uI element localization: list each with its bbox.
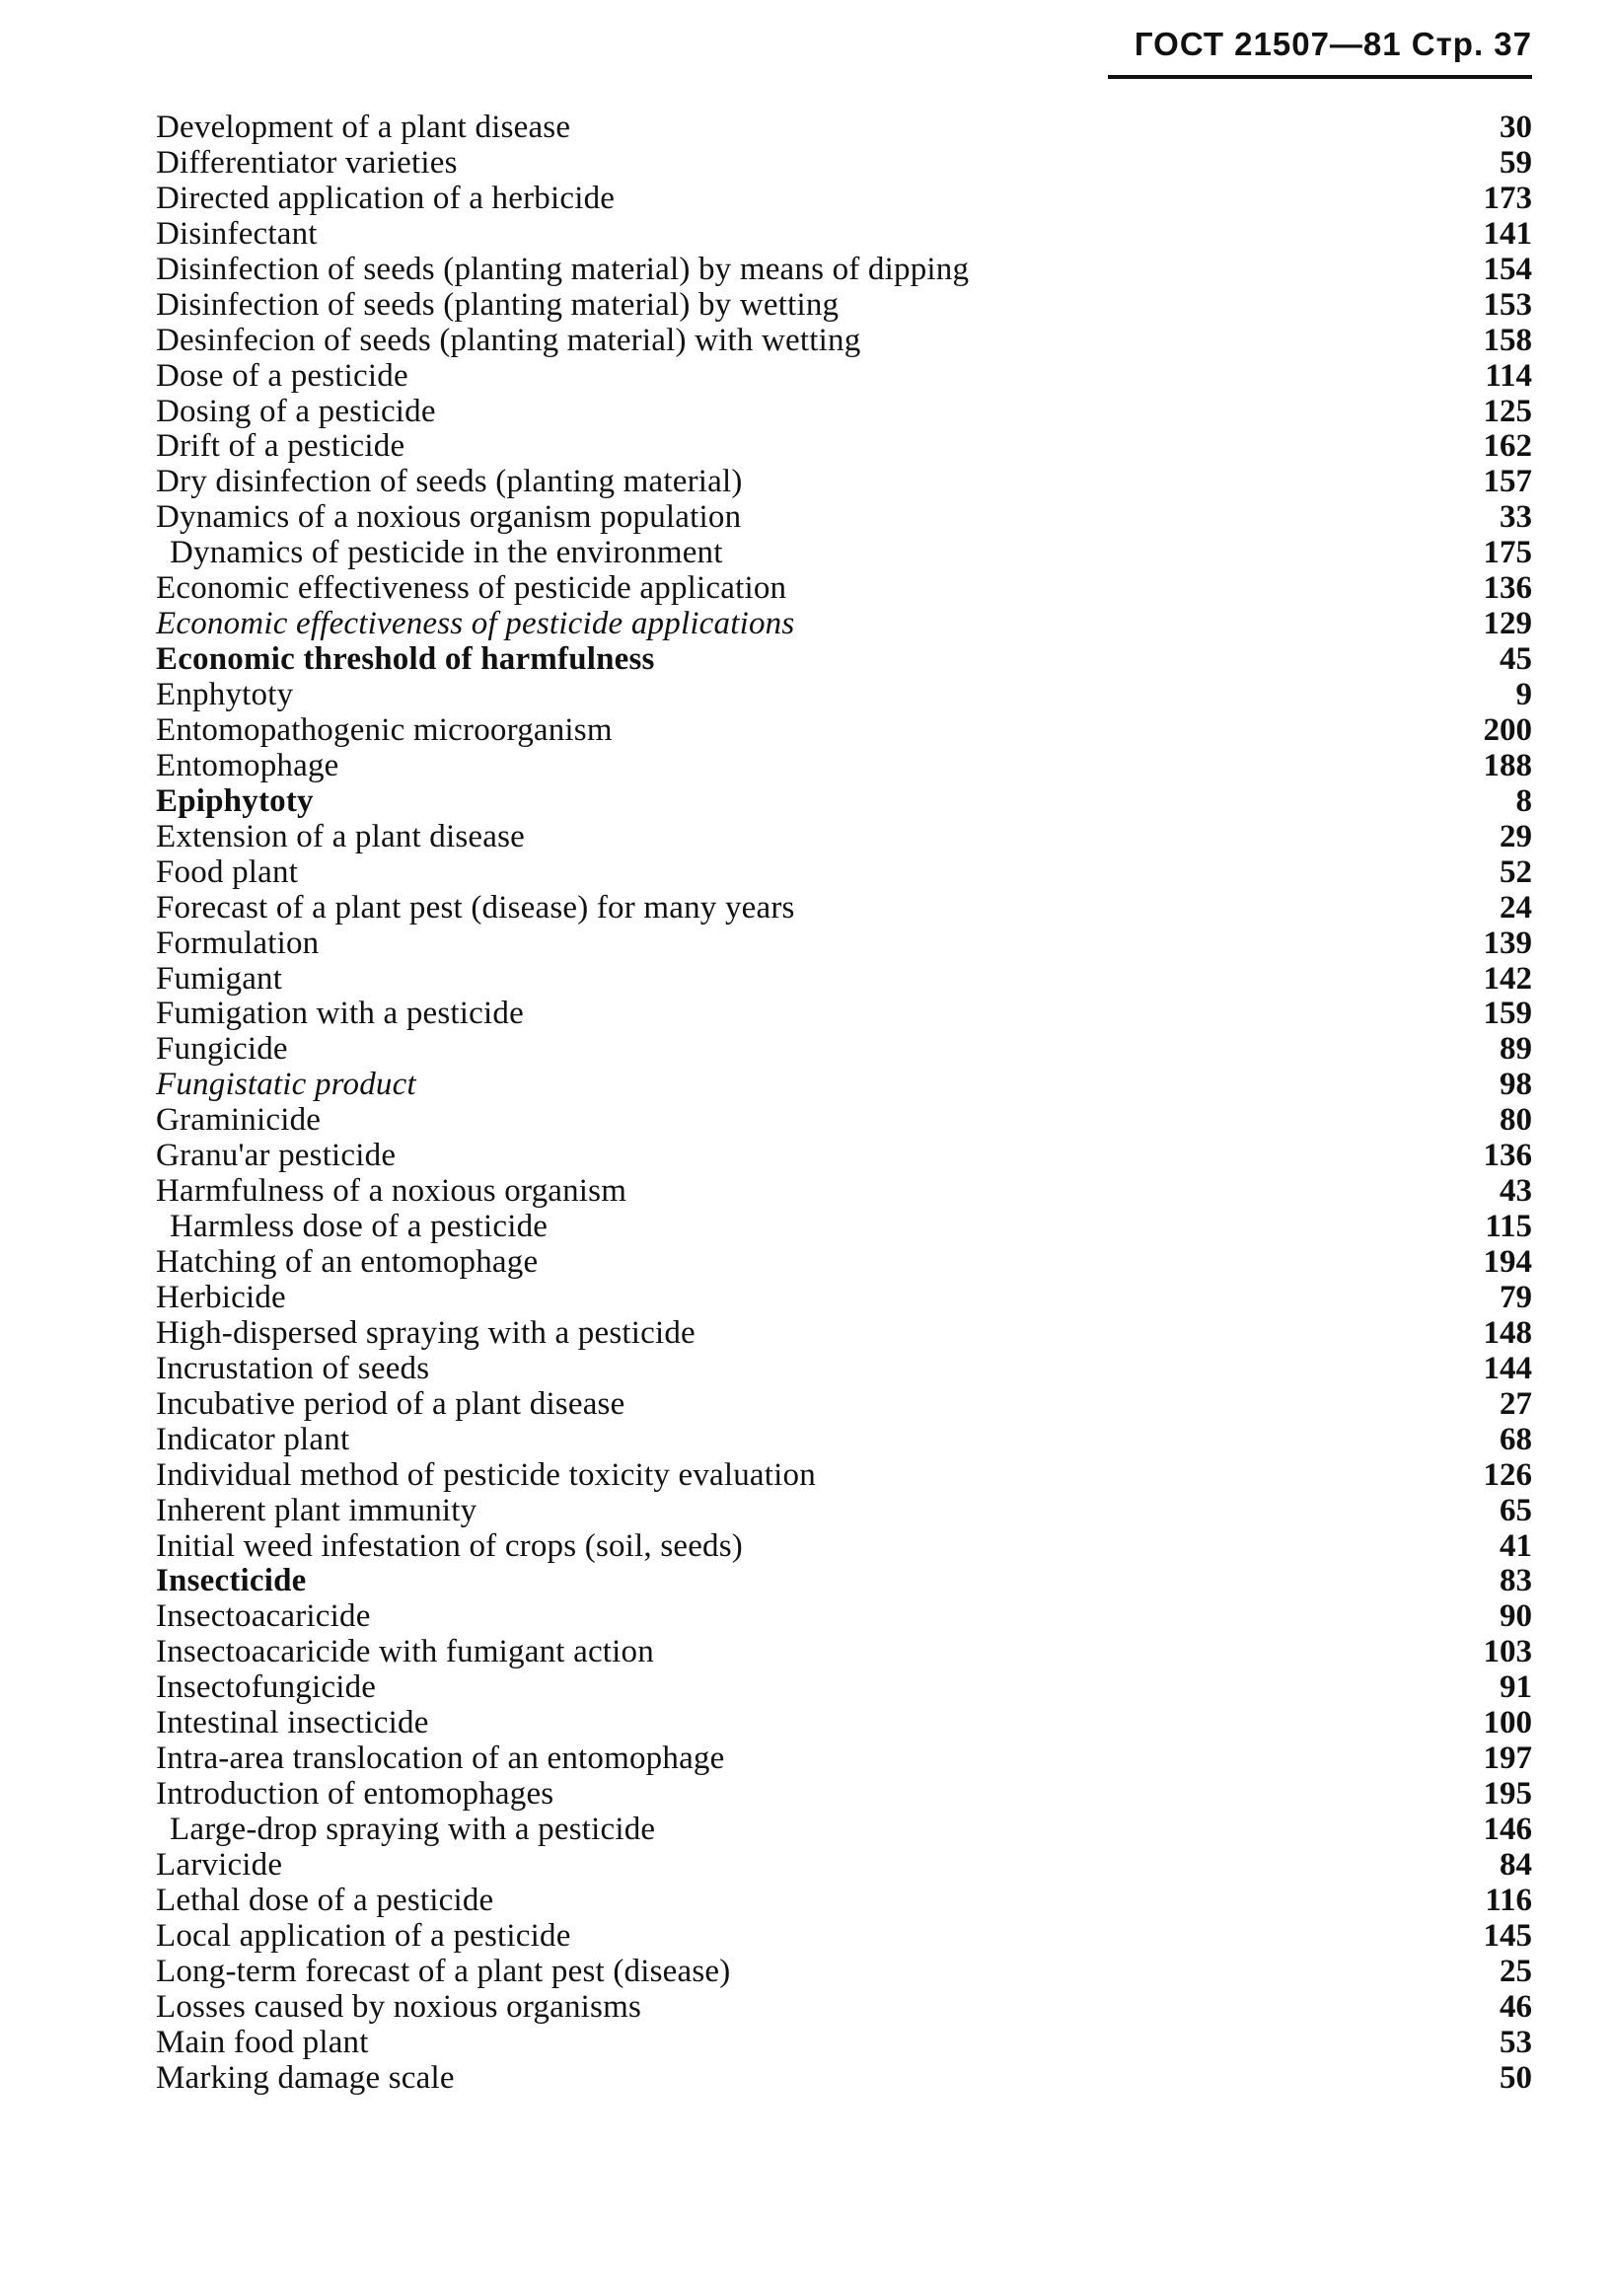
page-reference: 89: [1500, 1031, 1532, 1068]
index-term: Insectoacaricide: [156, 1598, 371, 1635]
page-reference: 126: [1483, 1456, 1532, 1493]
index-entry: [156, 820, 1532, 855]
page-reference: 159: [1483, 996, 1532, 1032]
page-reference: 8: [1515, 782, 1532, 819]
index-term: Large-drop spraying with a pesticide: [170, 1812, 656, 1847]
page-reference: 144: [1483, 1350, 1532, 1386]
page-reference: 27: [1500, 1385, 1532, 1422]
index-term: Introduction of entomophages: [156, 1776, 554, 1813]
index-entry: [156, 1741, 1532, 1777]
page-reference: 80: [1500, 1102, 1532, 1139]
index-term: Losses caused by noxious organisms: [156, 1988, 641, 2025]
index-entry: [156, 926, 1532, 962]
page-reference: 188: [1483, 747, 1532, 783]
page-reference: 200: [1483, 711, 1532, 748]
page-reference: 129: [1483, 606, 1532, 642]
index-entry: [156, 1032, 1532, 1068]
page-reference: 141: [1483, 215, 1532, 252]
index-term: Disinfection of seeds (planting material) by means of dipping: [156, 251, 970, 287]
index-entry: [156, 1352, 1532, 1387]
index-entry: [156, 1777, 1532, 1813]
index-term: Lethal dose of a pesticide: [156, 1882, 494, 1918]
index-entry: [156, 1919, 1532, 1955]
index-entry: [156, 1103, 1532, 1139]
index-entry: [156, 111, 1532, 146]
page-reference: 125: [1483, 393, 1532, 429]
page-reference: 103: [1483, 1634, 1532, 1670]
page-reference: 139: [1483, 925, 1532, 961]
index-term: Inherent plant immunity: [156, 1492, 477, 1528]
index-entry: [156, 2061, 1532, 2097]
page-reference: 79: [1500, 1279, 1532, 1315]
index-term: Economic threshold of harmfulness: [156, 641, 655, 678]
index-term: Graminicide: [156, 1102, 322, 1139]
index-entry: [156, 1529, 1532, 1565]
index-term: Extension of a plant disease: [156, 818, 525, 854]
page-reference: 100: [1483, 1705, 1532, 1741]
index-entry: [156, 1458, 1532, 1494]
index-entry: [156, 288, 1532, 324]
index-term: Insectofungicide: [156, 1669, 377, 1706]
index-term: Initial weed infestation of crops (soil, seeds): [156, 1527, 743, 1564]
index-entry: [156, 855, 1532, 891]
index-entry: [156, 429, 1532, 465]
index-entry: [156, 1599, 1532, 1635]
index-term: Hatching of an entomophage: [156, 1244, 539, 1280]
index-term: Dynamics of pesticide in the environment: [170, 535, 723, 571]
index-entry: [156, 465, 1532, 500]
index-entry: [156, 713, 1532, 749]
index-term: Larvicide: [156, 1846, 283, 1883]
index-term: Entomophage: [156, 747, 339, 783]
index-term: Forecast of a plant pest (disease) for many years: [156, 889, 795, 926]
page-reference: 158: [1483, 322, 1532, 358]
page-reference: 91: [1500, 1669, 1532, 1706]
index-entry: [156, 642, 1532, 678]
index-term: Incrustation of seeds: [156, 1350, 430, 1386]
page-reference: 148: [1483, 1314, 1532, 1351]
index-entry: [156, 1670, 1532, 1706]
index-term: Intestinal insecticide: [156, 1705, 429, 1741]
page-reference: 59: [1500, 144, 1532, 181]
index-entry: [156, 324, 1532, 359]
page-reference: 52: [1500, 853, 1532, 890]
index-entry: [156, 1955, 1532, 1990]
header-rule: [1108, 75, 1532, 79]
index-entry: [156, 891, 1532, 926]
index-term: Incubative period of a plant disease: [156, 1385, 625, 1422]
index-entry: [156, 1316, 1532, 1352]
page-reference: 68: [1500, 1421, 1532, 1457]
index-entry: [156, 1387, 1532, 1423]
index-entry: [156, 1813, 1532, 1848]
index-term: Fumigant: [156, 960, 283, 997]
index-term: Development of a plant disease: [156, 110, 571, 145]
page-reference: 175: [1483, 535, 1532, 571]
index-term: Desinfecion of seeds (planting material) with wetting: [156, 322, 861, 358]
index-term: Dynamics of a noxious organism population: [156, 499, 742, 536]
index-entry: [156, 962, 1532, 998]
page-number: Стр. 37: [1411, 26, 1532, 62]
index-entry: [156, 217, 1532, 253]
page-reference: 153: [1483, 286, 1532, 323]
page-reference: 136: [1483, 570, 1532, 607]
index-term: Marking damage scale: [156, 2059, 455, 2096]
page-reference: 145: [1483, 1917, 1532, 1954]
index-entry: [156, 1423, 1532, 1458]
index-term: Harmfulness of a noxious organism: [156, 1173, 627, 1210]
index-entry: [156, 1635, 1532, 1670]
index-term: Fungicide: [156, 1031, 288, 1068]
standard-number: ГОСТ 21507—81: [1134, 26, 1402, 62]
index-term: Disinfection of seeds (planting material) by wetting: [156, 286, 840, 323]
index-term: Long-term forecast of a plant pest (disease): [156, 1953, 731, 1989]
page-reference: 65: [1500, 1492, 1532, 1528]
page-reference: 115: [1485, 1209, 1532, 1245]
index-entry: [156, 1245, 1532, 1281]
page-reference: 197: [1483, 1741, 1532, 1777]
index-entry: [156, 1139, 1532, 1174]
page-reference: 53: [1500, 2024, 1532, 2060]
index-term: Dry disinfection of seeds (planting material): [156, 464, 743, 500]
page-reference: 136: [1483, 1138, 1532, 1174]
page-reference: 33: [1500, 499, 1532, 536]
index-term: Indicator plant: [156, 1421, 350, 1457]
index-entry: [156, 1174, 1532, 1210]
page-reference: 90: [1500, 1598, 1532, 1635]
index-entry: [156, 500, 1532, 536]
index-term: Drift of a pesticide: [156, 428, 405, 465]
index-entry: [156, 2026, 1532, 2061]
index-entry: [156, 571, 1532, 607]
page-reference: 142: [1483, 960, 1532, 997]
index-entry: [156, 395, 1532, 430]
page-reference: 24: [1500, 889, 1532, 926]
index-entry: [156, 749, 1532, 784]
index-term: Economic effectiveness of pesticide applications: [156, 606, 795, 642]
index-entry: [156, 536, 1532, 571]
index-entry: [156, 607, 1532, 642]
index-entry: [156, 678, 1532, 713]
index-entry: [156, 1706, 1532, 1741]
index-term: Food plant: [156, 853, 299, 890]
running-header: [1135, 26, 1532, 63]
index-entry: [156, 1068, 1532, 1103]
index-entry: [156, 1848, 1532, 1884]
index-term: Differentiator varieties: [156, 144, 458, 181]
index-entry: [156, 146, 1532, 182]
index-entry: [156, 1990, 1532, 2026]
index-entry: [156, 1210, 1532, 1245]
index-term: Insecticide: [156, 1563, 307, 1599]
index-entry: [156, 784, 1532, 820]
page-reference: 195: [1483, 1776, 1532, 1813]
page-reference: 45: [1500, 641, 1532, 678]
page-reference: 50: [1500, 2059, 1532, 2096]
page-reference: 9: [1515, 677, 1532, 712]
page-reference: 194: [1483, 1244, 1532, 1280]
index-term: Dosing of a pesticide: [156, 393, 436, 429]
index-term: Intra-area translocation of an entomophage: [156, 1741, 725, 1777]
index-term: Granu'ar pesticide: [156, 1138, 397, 1174]
index-term: Main food plant: [156, 2024, 369, 2060]
index-entry: [156, 1494, 1532, 1529]
page-reference: 146: [1483, 1812, 1532, 1847]
page-reference: 84: [1500, 1846, 1532, 1883]
index-term: Harmless dose of a pesticide: [170, 1209, 549, 1245]
index-term: Enphytoty: [156, 677, 294, 712]
page-reference: 30: [1500, 110, 1532, 145]
index-term: Herbicide: [156, 1279, 286, 1315]
index-term: Local application of a pesticide: [156, 1917, 571, 1954]
index-term: Disinfectant: [156, 215, 318, 252]
page-reference: 114: [1485, 357, 1532, 394]
index-entry: [156, 1281, 1532, 1316]
page-reference: 25: [1500, 1953, 1532, 1989]
index-term: Dose of a pesticide: [156, 357, 408, 394]
index-entry: [156, 253, 1532, 288]
index-entry: [156, 1564, 1532, 1599]
index-entry: [156, 997, 1532, 1032]
index-term: Epiphytoty: [156, 782, 314, 819]
index-entry: [156, 182, 1532, 217]
index-term: Directed application of a herbicide: [156, 180, 616, 216]
index-term: Economic effectiveness of pesticide application: [156, 570, 787, 607]
index-term: Fungistatic product: [156, 1067, 416, 1103]
page-reference: 41: [1500, 1527, 1532, 1564]
page-reference: 29: [1500, 818, 1532, 854]
page-reference: 154: [1483, 251, 1532, 287]
page-reference: 83: [1500, 1563, 1532, 1599]
index-term: Fumigation with a pesticide: [156, 996, 524, 1032]
index-term: Entomopathogenic microorganism: [156, 711, 613, 748]
term-index-list: [156, 111, 1532, 2097]
page-reference: 98: [1500, 1067, 1532, 1103]
page-reference: 157: [1483, 464, 1532, 500]
page-reference: 162: [1483, 428, 1532, 465]
page-reference: 43: [1500, 1173, 1532, 1210]
page-reference: 173: [1483, 180, 1532, 216]
page-reference: 46: [1500, 1988, 1532, 2025]
index-term: Individual method of pesticide toxicity evaluation: [156, 1456, 816, 1493]
index-term: Insectoacaricide with fumigant action: [156, 1634, 654, 1670]
index-term: High-dispersed spraying with a pesticide: [156, 1314, 696, 1351]
index-entry: [156, 359, 1532, 395]
index-entry: [156, 1884, 1532, 1919]
page-reference: 116: [1485, 1882, 1532, 1918]
index-term: Formulation: [156, 925, 320, 961]
